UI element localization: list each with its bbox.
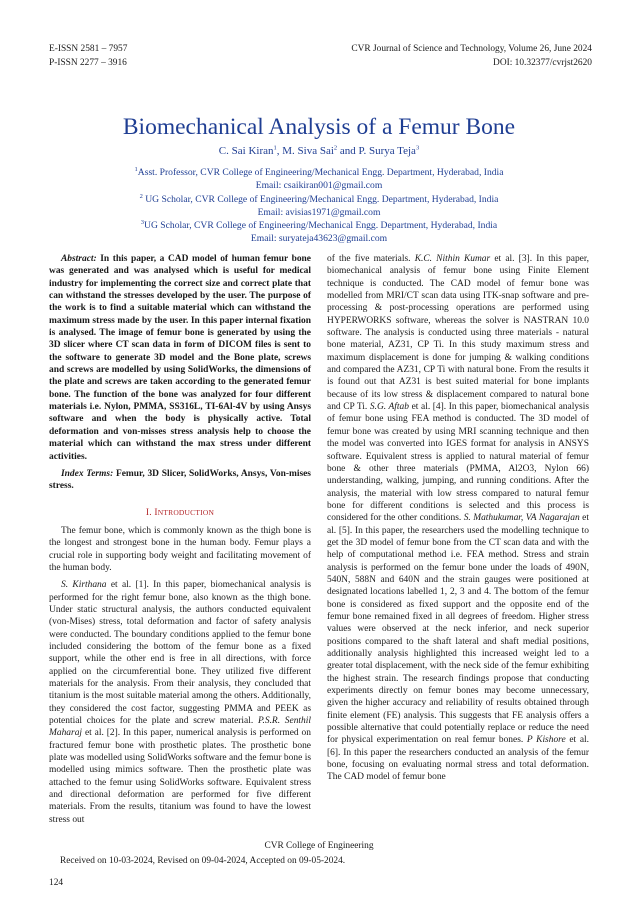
affiliation-3-sup: 3 — [140, 219, 145, 226]
author-separator: , — [276, 145, 283, 157]
author-2: M. Siva Sai — [282, 145, 334, 157]
index-terms — [49, 468, 311, 493]
affiliation-2-sup: 2 — [139, 192, 143, 200]
citation-author: K.C. Nithin Kumar — [414, 254, 491, 264]
citation-author: S.G. Aftab — [369, 402, 409, 413]
section-title-rest: NTRODUCTION — [157, 507, 215, 517]
paragraph-text: et al. [1]. In this paper, biomechanical analysis is performed for the right femur bone, also known as the thigh bone. Under static structural analysis, the authors conducted equivalent (von-Mises) stress, total deformation and factor of safety analysis were conducted. The boundary conditions applied to the femur bone included considering the bottom of the femur bone as a fixed support, while the other end is free in all directions, with force applied on the circumferential bone. They utilized five different materials for the analysis. From their analysis, they concluded that titanium is the most suitable material among the others. Additionally, they considered the cost factor, suggesting PMMA and PEEK as potential choices for the plate and screw material. — [49, 580, 311, 727]
author-3: P. Surya Teja — [358, 145, 416, 157]
index-terms-label: Index Terms: — [61, 468, 114, 479]
author-1: C. Sai Kiran — [218, 145, 274, 157]
paragraph-text: et al. [4]. In this paper, biomechanical analysis of femur bone using FEA method is conducted. The 3D model of femur bone was created by using MRI scanning technique and then the model was converted into IGES format for analysis in ANSYS software. Equivalent stress is applied to natural material of femur bone & other three materials (PMMA, Al2O3, Nylon 66) understanding, walking, jumping, and running conditions. After the analysis, the material with low stress compared to natural femur bone for different conditions is selected and this process is considered for the other conditions. — [327, 402, 590, 524]
affiliation-1-email[interactable]: Email: csaikiran001@gmail.com — [255, 180, 383, 192]
section-title-initial: I — [154, 507, 158, 518]
affiliation-2-email[interactable]: Email: avisias1971@gmail.com — [257, 206, 381, 218]
intro-paragraph-1: The femur bone, which is commonly known as the thigh bone is the longest and strongest bone in the human body. Femur plays a crucial role in supporting body weight and facilitating movement of the human body. — [49, 525, 311, 573]
author-3-sup: 3 — [415, 144, 420, 152]
page-number: 124 — [49, 878, 64, 888]
section-number: I. — [145, 507, 155, 518]
received-dates: Received on 10-03-2024, Revised on 09-04-2024, Accepted on 09-05-2024. — [60, 856, 346, 866]
paragraph-text: et al. [5]. In this paper, the researchers used the modelling technique to get the 3D model of femur bone from the CT scan data and with the help of computational method i.e. FEA method. Stress and strain analysis is performed on the femur bone under the loads of 490N, 540N, 588N and 640N and the strain gauges were positioned at designated locations labelled 1, 2, 3 and 4. The bottom of the femur bone is considered as fixed support and the opposite end of the femur bone remained fixed in all degrees of freedom. Higher stress values were observed at the neck inferior, and neck superior positions compared to the shaft lateral and shaft medial positions, additionally analysis highlighted this increased weight led to a greater total displacement, with the neck side of the femur exhibiting the highest strain. The research findings propose that conducting experiments directly on femur bones may become unnecessary, given the higher accuracy and reliability of results obtained through finite element (FE) analysis. This suggests that FE analysis offers a possible alternative that could potentially replace or reduce the need for physical experimentation on real femur bones. — [327, 513, 589, 746]
paragraph-text: et al. [3]. In this paper, biomechanical analysis of femur bone using Finite Element technique is conducted. The CAD model of femur bone was modelled from MRI/CT scan data using ITK-snap software and pre-processing & post-processing operations are performed using HYPERWORKS software, whereas the solver is NASTRAN 10.0 software. The analysis is conducted using three materials - natural bone material, AZ31, CP Ti. In this study maximum stress and maximum displacement is done for jumping & walking conditions and compared the AZ31, CP Ti with natural bone. From the results it is found out that AZ31 is best suited material for bone implants because of its low stress & displacement compared to natural bone and CP Ti. — [327, 254, 589, 413]
journal-name: CVR Journal of Science and Technology, Volume 26, June 2024 — [351, 44, 592, 54]
abstract — [49, 253, 311, 463]
intro-paragraph-2 — [49, 579, 311, 826]
paragraph-text: et al. [2]. In this paper, numerical analysis is performed on fractured femur bone with prosthetic plates. The prosthetic bone plate was modelled using SolidWorks software and the femur bone is modelled using mimics software. Then the prosthetic plate was attached to the femur using SolidWorks software. Equivalent stress and directional deformation are performed for five different materials. From the results, titanium was found to have the lowest stress out — [49, 728, 311, 825]
footer-college: CVR College of Engineering — [264, 841, 374, 851]
author-list — [0, 145, 638, 157]
left-column — [49, 253, 311, 826]
pissn: P-ISSN 2277 – 3916 — [49, 57, 127, 68]
abstract-label: Abstract: — [61, 254, 97, 264]
paragraph-text: of the five materials. — [327, 254, 415, 264]
author-2-sup: 2 — [333, 144, 338, 152]
abstract-text: In this paper, a CAD model of human femur bone was generated and was analysed which is useful for medical industry for implementing the correct size and correct plate that can withstand the stresses developed by the user. The purpose of the work is to find a suitable material which can withstand the maximum stress made by the user. In this paper internal fixation is analysed. The image of femur bone is generated by using the 3D slicer where CT scan data in form of DICOM files is sent to the software to generate 3D model and the Bone plate, screws and screws are modelled by using SolidWorks, the dimensions of the plate and screws are taken according to the generated femur bone. The function of the bone was analyzed for four different materials i.e. Nylon, PMMA, SS316L, TI-6Al-4V by using Ansys software and when the body is physically active. Total deformation and von-misses stress analysis help to choose the material which can withstand the max stress under different activities. — [49, 254, 311, 462]
citation-author: S. Mathukumar, VA Nagarajan — [463, 513, 580, 524]
paragraph-text: et al. [6]. In this paper the researchers conducted an analysis of the femur bone, focusing on evaluating normal stress and total deformation. The CAD model of femur bone — [327, 735, 589, 783]
citation-author: P Kishore — [526, 735, 566, 746]
intro-paragraph-3 — [327, 253, 589, 784]
affiliations — [0, 166, 638, 246]
right-column — [327, 253, 589, 784]
citation-author: S. Kirthana — [61, 580, 107, 591]
index-terms-text: Femur, 3D Slicer, SolidWorks, Ansys, Von-mises stress. — [49, 468, 311, 492]
eissn: E-ISSN 2581 – 7957 — [49, 44, 128, 54]
affiliation-1-text: Asst. Professor, CVR College of Engineering/Mechanical Engg. Department, Hyderabad, India — [137, 167, 504, 178]
affiliation-2-text: UG Scholar, CVR College of Engineering/Mechanical Engg. Department, Hyderabad, India — [142, 193, 499, 205]
author-1-sup: 1 — [273, 144, 277, 152]
affiliation-3-text: UG Scholar, CVR College of Engineering/Mechanical Engg. Department, Hyderabad, India — [144, 220, 498, 232]
paper-title: Biomechanical Analysis of a Femur Bone — [122, 114, 516, 140]
section-heading-introduction — [49, 507, 311, 519]
header-right — [351, 43, 592, 70]
author-separator: and — [337, 145, 359, 157]
affiliation-3-email[interactable]: Email: suryateja43623@gmail.com — [250, 233, 388, 245]
doi: DOI: 10.32377/cvrjst2620 — [493, 57, 592, 68]
affiliation-1 — [0, 166, 638, 179]
header-left — [49, 43, 127, 70]
citation-author: P.S.R. Senthil Maharaj — [49, 716, 312, 739]
affiliation-2 — [0, 193, 638, 206]
affiliation-3 — [0, 219, 638, 232]
affiliation-1-sup: 1 — [134, 165, 138, 173]
